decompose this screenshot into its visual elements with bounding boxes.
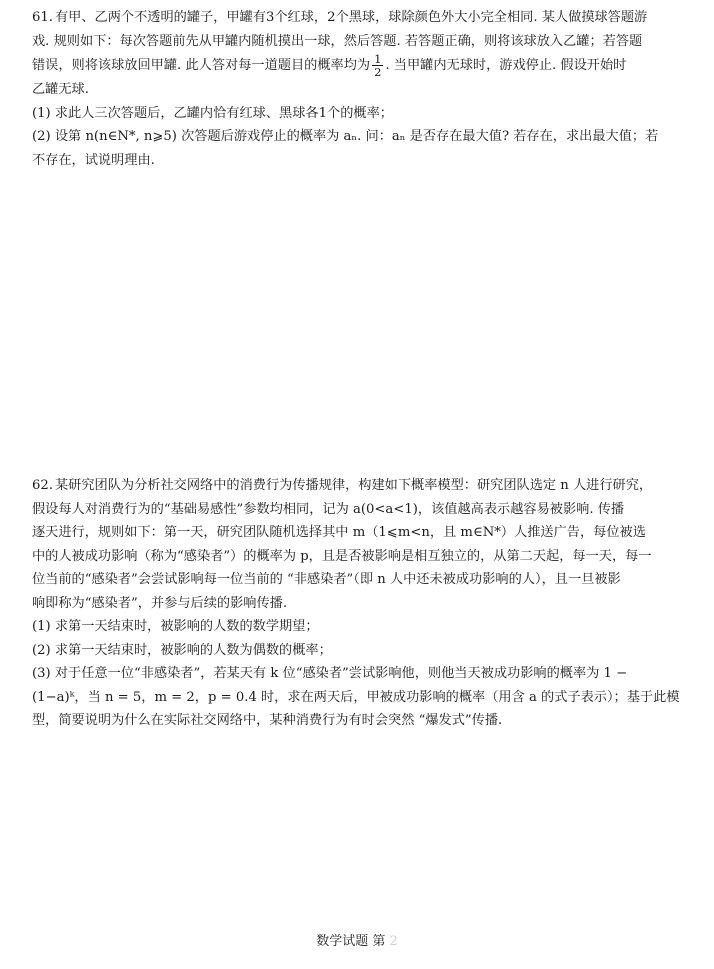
problem-number: 62.: [32, 478, 53, 493]
problem-61-line-4: 乙罐无球.: [32, 82, 89, 97]
problem-61-line-1: 61. 有甲、乙两个不透明的罐子，甲罐有3个红球，2个黑球，球除颜色外大小完全相同. 某人做摸球答题游: [32, 10, 648, 25]
problem-62-line-3: 逐天进行，规则如下：第一天，研究团队随机选择其中 m（1⩽m<n，且 m∈N*）人推送广告，每位被选: [32, 525, 646, 540]
problem-61-line-2: 戏. 规则如下：每次答题前先从甲罐内随机摸出一球，然后答题. 若答题正确，则将该球放入乙罐；若答题: [32, 33, 643, 49]
footer-label: 数学试题 第: [316, 934, 386, 949]
question-61-2-line-2: 不存在，试说明理由.: [32, 152, 155, 168]
page-number: 2: [389, 934, 398, 949]
problem-62: [32, 474, 684, 733]
fraction-one-half: $\frac{1}{2}$: [374, 52, 382, 79]
question-61-1: (1) 求此人三次答题后，乙罐内恰有红球、黑球各1个的概率；: [32, 105, 393, 121]
problem-61: [32, 6, 684, 172]
question-62-3-line-3: 型，简要说明为什么在实际社交网络中，某种消费行为有时会突然 “爆发式”传播.: [32, 713, 503, 728]
question-62-3-line-1: (3) 对于任意一位“非感染者”，若某天有 k 位“感染者”尝试影响他，则他当天被成功影响的概率为 1 −: [32, 666, 628, 681]
problem-62-line-2: 假设每人对消费行为的“基础易感性”参数均相同，记为 a(0<a<1)，该值越高表示越容易被影响. 传播: [32, 501, 625, 517]
problem-62-line-1: 62. 某研究团队为分析社交网络中的消费行为传播规律，构建如下概率模型：研究团队选定 n 人进行研究，: [32, 478, 653, 493]
problem-62-line-6: 响即称为“感染者”，并参与后续的影响传播.: [32, 595, 288, 611]
question-61-2-line-1: (2) 设第 n(n∈N*, n⩾5) 次答题后游戏停止的概率为 aₙ. 问：aₙ 是否存在最大值? 若存在，求出最大值；若: [32, 129, 659, 144]
problem-number: 61.: [32, 10, 53, 25]
question-62-2: (2) 求第一天结束时，被影响的人数为偶数的概率；: [32, 642, 332, 658]
problem-61-line-3: 错误，则将该球放回甲罐. 此人答对每一道题目的概率均为 $\frac{1}{2}$ . 当甲罐内无球时，游戏停止. 假设开始时: [32, 52, 627, 79]
page-footer: [0, 930, 714, 949]
problem-62-line-4: 中的人被成功影响（称为“感染者”）的概率为 p，且是否被影响是相互独立的，从第二天起，每一天，每一: [32, 548, 652, 564]
problem-62-line-5: 位当前的“感染者”会尝试影响每一位当前的 “非感染者”（即 n 人中还未被成功影响的人），且一旦被影: [32, 572, 621, 587]
question-62-3-line-2: (1−a)ᵏ，当 n = 5，m = 2，p = 0.4 时，求在两天后，甲被成功影响的概率（用含 a 的式子表示）；基于此模: [32, 689, 680, 705]
question-62-1: (1) 求第一天结束时，被影响的人数的数学期望；: [32, 619, 319, 634]
